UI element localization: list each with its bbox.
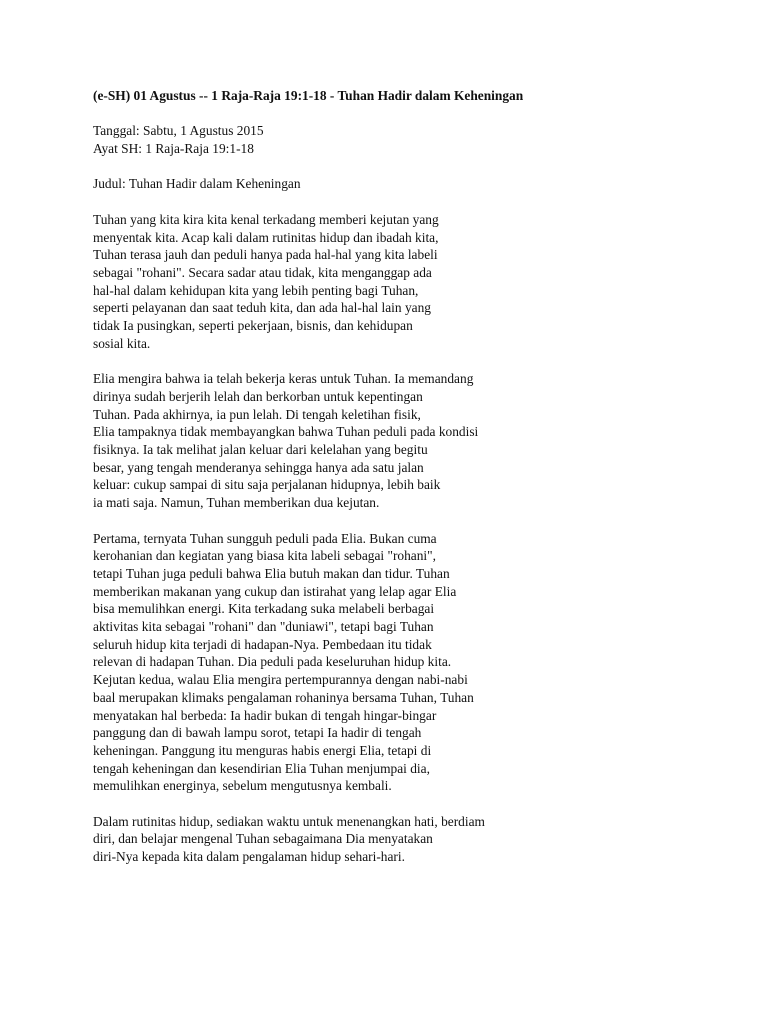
paragraph-line: memulihkan energinya, sebelum mengutusnya kembali.: [93, 778, 392, 794]
paragraph-line: menyentak kita. Acap kali dalam rutinitas hidup dan ibadah kita,: [93, 229, 439, 245]
paragraph-line: seperti pelayanan dan saat teduh kita, dan ada hal-hal lain yang: [93, 300, 431, 316]
heading-line: Judul: Tuhan Hadir dalam Keheningan: [93, 176, 301, 192]
document-title: (e-SH) 01 Agustus -- 1 Raja-Raja 19:1-18 - Tuhan Hadir dalam Keheningan: [93, 88, 524, 103]
document-page: [93, 87, 733, 866]
paragraph-line: seluruh hidup kita terjadi di hadapan-Nya. Pembedaan itu tidak: [93, 636, 432, 652]
paragraph-line: tetapi Tuhan juga peduli bahwa Elia butuh makan dan tidur. Tuhan: [93, 565, 450, 581]
paragraph-line: tengah keheningan dan kesendirian Elia Tuhan menjumpai dia,: [93, 760, 430, 776]
spacer: [93, 158, 733, 176]
paragraph-line: Elia tampaknya tidak membayangkan bahwa Tuhan peduli pada kondisi: [93, 424, 479, 440]
paragraph-line: panggung dan di bawah lampu sorot, tetapi Ia hadir di tengah: [93, 725, 422, 741]
paragraph-line: memberikan makanan yang cukup dan istirahat yang lelap agar Elia: [93, 583, 457, 599]
paragraph-line: Tuhan yang kita kira kita kenal terkadang memberi kejutan yang: [93, 211, 439, 227]
paragraph-line: fisiknya. Ia tak melihat jalan keluar dari kelelahan yang begitu: [93, 442, 428, 457]
paragraph-line: ia mati saja. Namun, Tuhan memberikan dua kejutan.: [93, 495, 380, 511]
body-paragraph: [93, 211, 733, 353]
paragraph-line: Elia mengira bahwa ia telah bekerja keras untuk Tuhan. Ia memandang: [93, 371, 474, 387]
paragraph-line: baal merupakan klimaks pengalaman rohaninya bersama Tuhan, Tuhan: [93, 689, 474, 705]
paragraph-line: besar, yang tengah menderanya sehingga hanya ada satu jalan: [93, 459, 424, 475]
spacer: [93, 193, 733, 211]
passage-line: Ayat SH: 1 Raja-Raja 19:1-18: [93, 141, 254, 157]
spacer: [93, 105, 733, 123]
heading-block: [93, 175, 733, 193]
body-paragraph: [93, 530, 733, 796]
paragraph-line: keluar: cukup sampai di situ saja perjalanan hidupnya, lebih baik: [93, 477, 441, 493]
paragraph-line: Tuhan terasa jauh dan peduli hanya pada hal-hal yang kita labeli: [93, 247, 438, 263]
spacer: [93, 795, 733, 813]
spacer: [93, 353, 733, 371]
paragraph-line: menyatakan hal berbeda: Ia hadir bukan di tengah hingar-bingar: [93, 707, 437, 723]
paragraph-line: sebagai "rohani". Secara sadar atau tidak, kita menganggap ada: [93, 264, 432, 280]
body-paragraph: [93, 813, 733, 866]
date-line: Tanggal: Sabtu, 1 Agustus 2015: [93, 123, 264, 139]
paragraph-line: bisa memulihkan energi. Kita terkadang suka melabeli berbagai: [93, 601, 435, 617]
paragraph-line: Tuhan. Pada akhirnya, ia pun lelah. Di tengah keletihan fisik,: [93, 406, 421, 422]
paragraph-line: relevan di hadapan Tuhan. Dia peduli pada keseluruhan hidup kita.: [93, 654, 452, 670]
paragraph-line: diri, dan belajar mengenal Tuhan sebagaimana Dia menyatakan: [93, 831, 433, 847]
body-paragraph: [93, 370, 733, 512]
paragraph-line: Pertama, ternyata Tuhan sungguh peduli pada Elia. Bukan cuma: [93, 530, 437, 546]
meta-block: [93, 122, 733, 157]
body-paragraphs: [93, 211, 733, 866]
paragraph-line: dirinya sudah berjerih lelah dan berkorban untuk kepentingan: [93, 388, 423, 404]
paragraph-line: hal-hal dalam kehidupan kita yang lebih penting bagi Tuhan,: [93, 282, 419, 298]
paragraph-line: tidak Ia pusingkan, seperti pekerjaan, bisnis, dan kehidupan: [93, 318, 413, 334]
paragraph-line: aktivitas kita sebagai "rohani" dan "duniawi", tetapi bagi Tuhan: [93, 619, 434, 635]
paragraph-line: diri-Nya kepada kita dalam pengalaman hidup sehari-hari.: [93, 849, 405, 865]
paragraph-line: keheningan. Panggung itu menguras habis energi Elia, tetapi di: [93, 742, 432, 758]
paragraph-line: kerohanian dan kegiatan yang biasa kita labeli sebagai "rohani",: [93, 548, 436, 564]
spacer: [93, 512, 733, 530]
paragraph-line: Dalam rutinitas hidup, sediakan waktu untuk menenangkan hati, berdiam: [93, 813, 485, 829]
paragraph-line: sosial kita.: [93, 335, 151, 351]
paragraph-line: Kejutan kedua, walau Elia mengira pertempurannya dengan nabi-nabi: [93, 672, 468, 688]
